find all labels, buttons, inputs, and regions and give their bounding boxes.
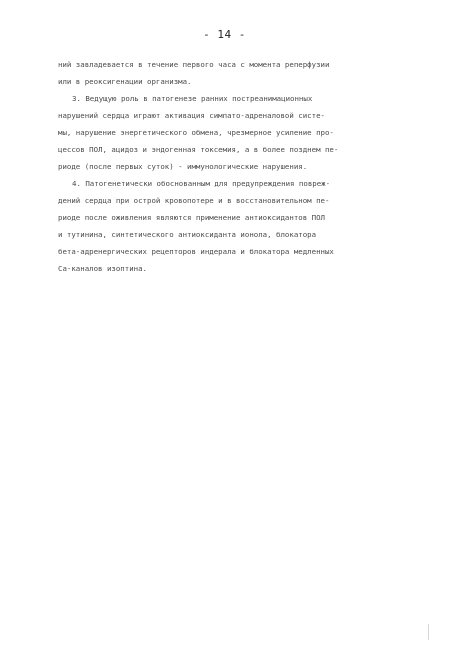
- text-line: Са-каналов изоптина.: [58, 264, 147, 273]
- text-line: риоде после оживления являются применение антиоксидантов ПОЛ: [58, 213, 325, 222]
- text-line: дений сердца при острой кровопотере и в восстановительном пе-: [58, 196, 330, 205]
- text-line: ний завладевается в течение первого часа с момента реперфузии: [58, 60, 330, 69]
- text-line: риоде (после первых суток) - иммунологические нарушения.: [58, 162, 308, 171]
- text-line: или в реоксигенации организма.: [58, 77, 192, 86]
- text-line: 3. Ведущую роль в патогенезе ранних постреанимационных: [72, 94, 313, 103]
- body-text: [58, 56, 408, 277]
- text-line: цессов ПОЛ, ацидоз и эндогенная токсемия, а в более позднем пе-: [58, 145, 339, 154]
- scan-margin-mark: [428, 624, 429, 640]
- text-line: мы, нарушение энергетического обмена, чрезмерное усиление про-: [58, 128, 334, 137]
- text-line: и тутинина, синтетического антиоксиданта ионола, блокатора: [58, 230, 317, 239]
- text-line: бета-адренергических рецепторов индерала и блокатора медленных: [58, 247, 334, 256]
- text-line: 4. Патогенетически обоснованным для предупреждения повреж-: [72, 179, 331, 188]
- page-number: - 14 -: [203, 28, 246, 41]
- text-line: нарушений сердца играют активация симпато-адреналовой систе-: [58, 111, 325, 120]
